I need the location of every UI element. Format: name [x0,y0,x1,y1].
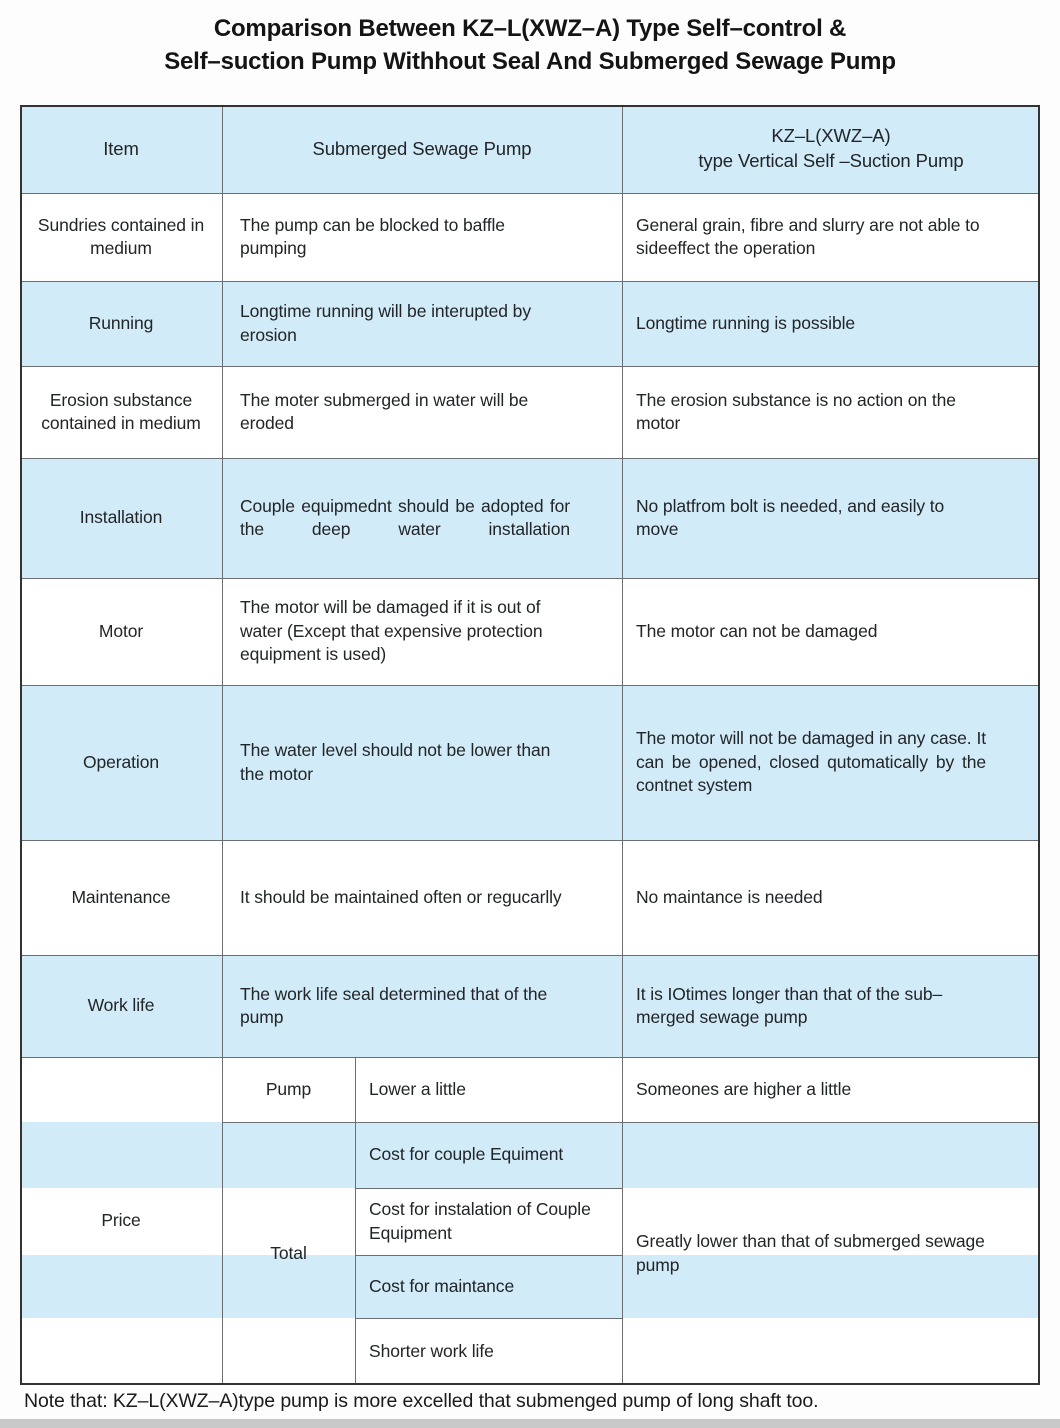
header-kzl-pump [622,105,1040,193]
cell-operation-submerged: The water level should not be lower than the motor [240,740,551,784]
cell-sundries-kzl: General grain, fibre and slurry are not able to sideeffect the operation [636,214,980,258]
price-pump-submerged: Lower a little [369,1078,466,1099]
row-label-motor: Motor [98,620,144,641]
price-pump-label: Pump [265,1078,312,1099]
row-label-maintenance: Maintenance [71,886,171,907]
price-cost-maintenance: Cost for maintance [369,1275,515,1296]
price-shorter-work-life: Shorter work life [369,1340,494,1361]
row-label-installation: Installation [79,507,163,528]
cell-sundries-submerged: The pump can be blocked to baffle pumping [240,214,505,258]
header-item: Item [103,137,139,159]
cell-erosion-kzl: The erosion substance is no action on the motor [636,389,956,433]
footer-note: Note that: KZ–L(XWZ–A)type pump is more excelled that submenged pump of long shaft too. [24,1390,819,1412]
row-label-running: Running [88,312,154,333]
row-label-sundries: Sundries contained in medium [37,214,205,258]
price-cost-couple-equipment: Cost for couple Equiment [369,1144,564,1165]
row-label-erosion: Erosion substance contained in medium [41,389,201,433]
bottom-bar [0,1419,1060,1428]
row-label-work-life: Work life [87,995,155,1016]
comparison-table [20,105,1040,1385]
cell-maintenance-submerged: It should be maintained often or regucarlly [240,886,562,907]
price-pump-kzl: Someones are higher a little [636,1078,852,1099]
row-label-price: Price [101,1210,141,1231]
page-title [0,13,1060,78]
cell-erosion-submerged: The moter submerged in water will be eroded [240,389,529,433]
cell-operation-kzl: The motor will not be damaged in any case. It can be opened, closed qutomatically by the contnet system [636,728,986,796]
cell-motor-submerged: The motor will be damaged if it is out of water (Except that expensive protection equipment is used) [240,597,543,665]
price-cost-installation: Cost for instalation of Couple Equipment [369,1199,591,1243]
cell-running-kzl: Longtime running is possible [636,312,856,333]
row-label-operation: Operation [83,751,159,772]
title-line-2: Self–suction Pump Withhout Seal And Submerged Sewage Pump [164,47,896,75]
cell-installation-kzl: No platfrom bolt is needed, and easily to move [636,495,945,539]
cell-work-life-submerged: The work life seal determined that of the pump [240,983,548,1027]
price-total-kzl: Greatly lower than that of submerged sewage pump [636,1231,985,1275]
cell-motor-kzl: The motor can not be damaged [636,620,878,641]
cell-maintenance-kzl: No maintance is needed [636,886,823,907]
cell-work-life-kzl: It is IOtimes longer than that of the sub–merged sewage pump [636,983,943,1027]
title-line-1: Comparison Between KZ–L(XWZ–A) Type Self–control & [213,15,847,42]
header-kzl-line-1: KZ–L(XWZ–A) [771,125,891,147]
cell-installation-submerged: Couple equipmednt should be adopted for the deep water installation [240,495,570,539]
header-kzl-line-2: type Vertical Self –Suction Pump [698,150,964,171]
cell-running-submerged: Longtime running will be interupted by erosion [240,301,531,345]
price-total-label: Total [270,1242,307,1263]
header-submerged-pump: Submerged Sewage Pump [312,137,532,159]
